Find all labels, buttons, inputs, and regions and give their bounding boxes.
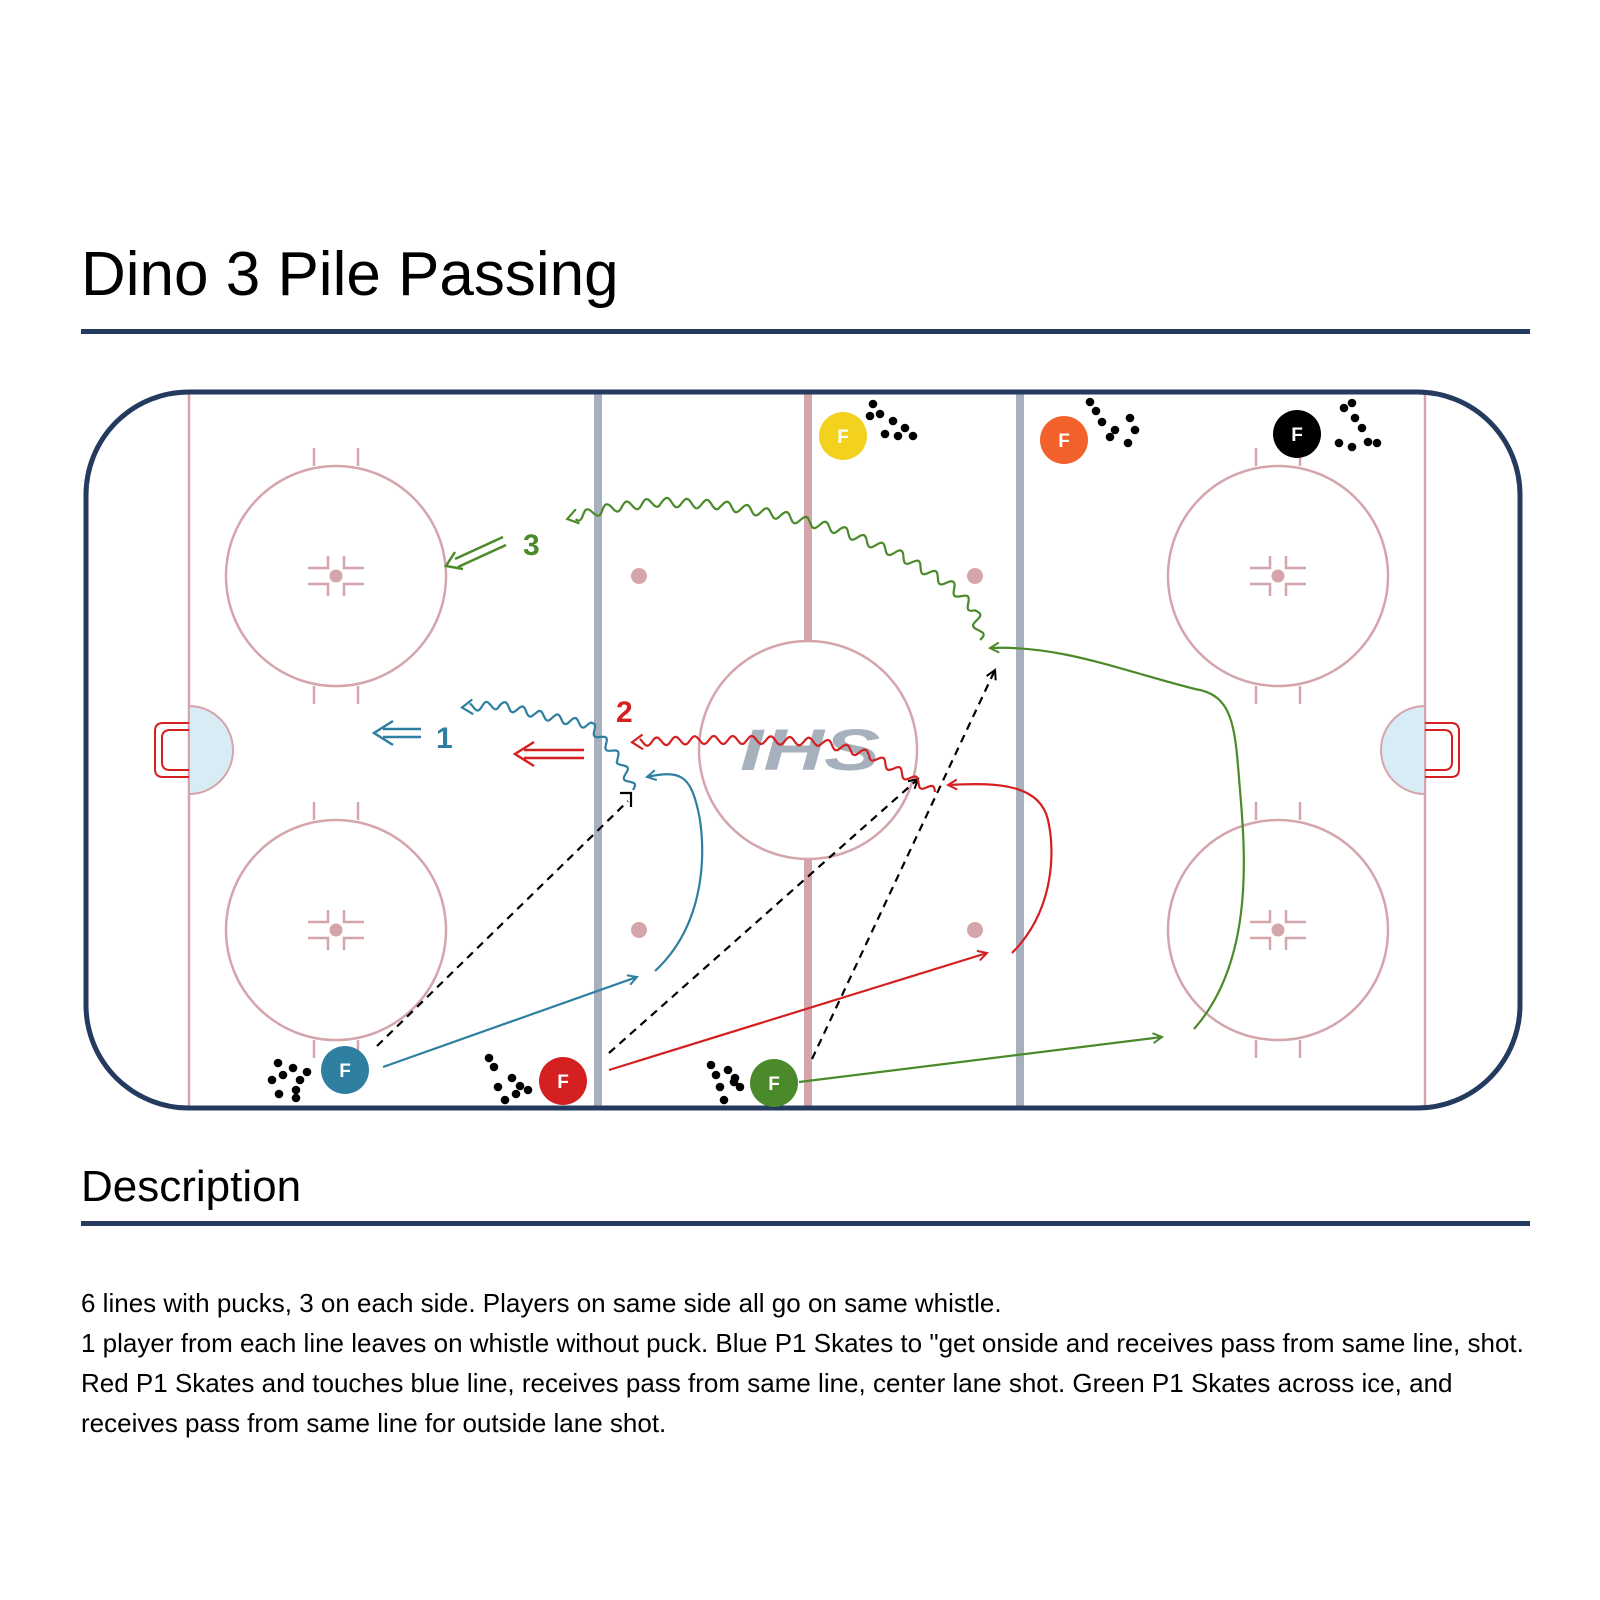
puck [512, 1090, 521, 1099]
center-logo: IHS [740, 718, 881, 783]
description-line-1: 6 lines with pucks, 3 on each side. Players on same side all go on same whistle. [81, 1288, 1002, 1318]
puck [712, 1071, 721, 1080]
puck [296, 1076, 305, 1085]
puck [730, 1078, 739, 1087]
puck [866, 412, 875, 421]
player-yellow [819, 412, 867, 460]
puck [707, 1061, 716, 1070]
puck [303, 1068, 312, 1077]
puck [279, 1071, 288, 1080]
puck [289, 1064, 298, 1073]
puck [889, 417, 898, 426]
puck [1373, 439, 1382, 448]
puck [1364, 438, 1373, 447]
puck [524, 1086, 533, 1095]
page-title: Dino 3 Pile Passing [81, 240, 619, 309]
puck [508, 1074, 517, 1083]
puck [724, 1066, 733, 1075]
player-red-label: F [557, 1072, 569, 1093]
shot-label-green: 3 [523, 529, 540, 562]
description-line-2: 1 player from each line leaves on whistle without puck. Blue P1 Skates to "get onside and receives pass from same line, shot. Red P1 Skates and touches blue line, receives pass from same line, center lane shot. Green P1 Skates across ice, and receives pass from same line for outside lane shot. [81, 1328, 1524, 1438]
puck [1111, 426, 1120, 435]
puck [1335, 439, 1344, 448]
puck [876, 410, 885, 419]
puck [1358, 424, 1367, 433]
puck [268, 1076, 277, 1085]
player-green-label: F [768, 1074, 780, 1095]
puck [292, 1086, 301, 1095]
puck [1131, 426, 1140, 435]
puck [1340, 404, 1349, 413]
puck [1086, 398, 1095, 407]
description-text [81, 1283, 1531, 1443]
puck [275, 1090, 284, 1099]
player-red [539, 1057, 587, 1105]
puck [494, 1083, 503, 1092]
puck [716, 1083, 725, 1092]
puck [909, 432, 918, 441]
puck [1092, 407, 1101, 416]
puck [1126, 414, 1135, 423]
description-heading: Description [81, 1162, 302, 1211]
puck [1348, 399, 1357, 408]
player-orange-label: F [1058, 431, 1070, 452]
puck [881, 430, 890, 439]
puck [485, 1054, 494, 1063]
player-blue [321, 1046, 369, 1094]
description-divider [81, 1221, 1530, 1226]
player-black-label: F [1291, 425, 1303, 446]
player-yellow-label: F [837, 427, 849, 448]
puck [516, 1082, 525, 1091]
puck [501, 1096, 510, 1105]
puck [490, 1063, 499, 1072]
shot-label-red: 2 [616, 696, 633, 729]
puck [292, 1094, 301, 1103]
puck [274, 1059, 283, 1068]
puck [901, 424, 910, 433]
puck [1124, 439, 1133, 448]
puck [1098, 418, 1107, 427]
puck [720, 1096, 729, 1105]
player-blue-label: F [339, 1061, 351, 1082]
puck [869, 400, 878, 409]
puck [894, 432, 903, 441]
player-orange [1040, 416, 1088, 464]
shot-label-blue: 1 [436, 722, 453, 755]
puck [1106, 433, 1115, 442]
player-green [750, 1059, 798, 1107]
player-black [1273, 410, 1321, 458]
puck [1351, 414, 1360, 423]
puck [1348, 443, 1357, 452]
